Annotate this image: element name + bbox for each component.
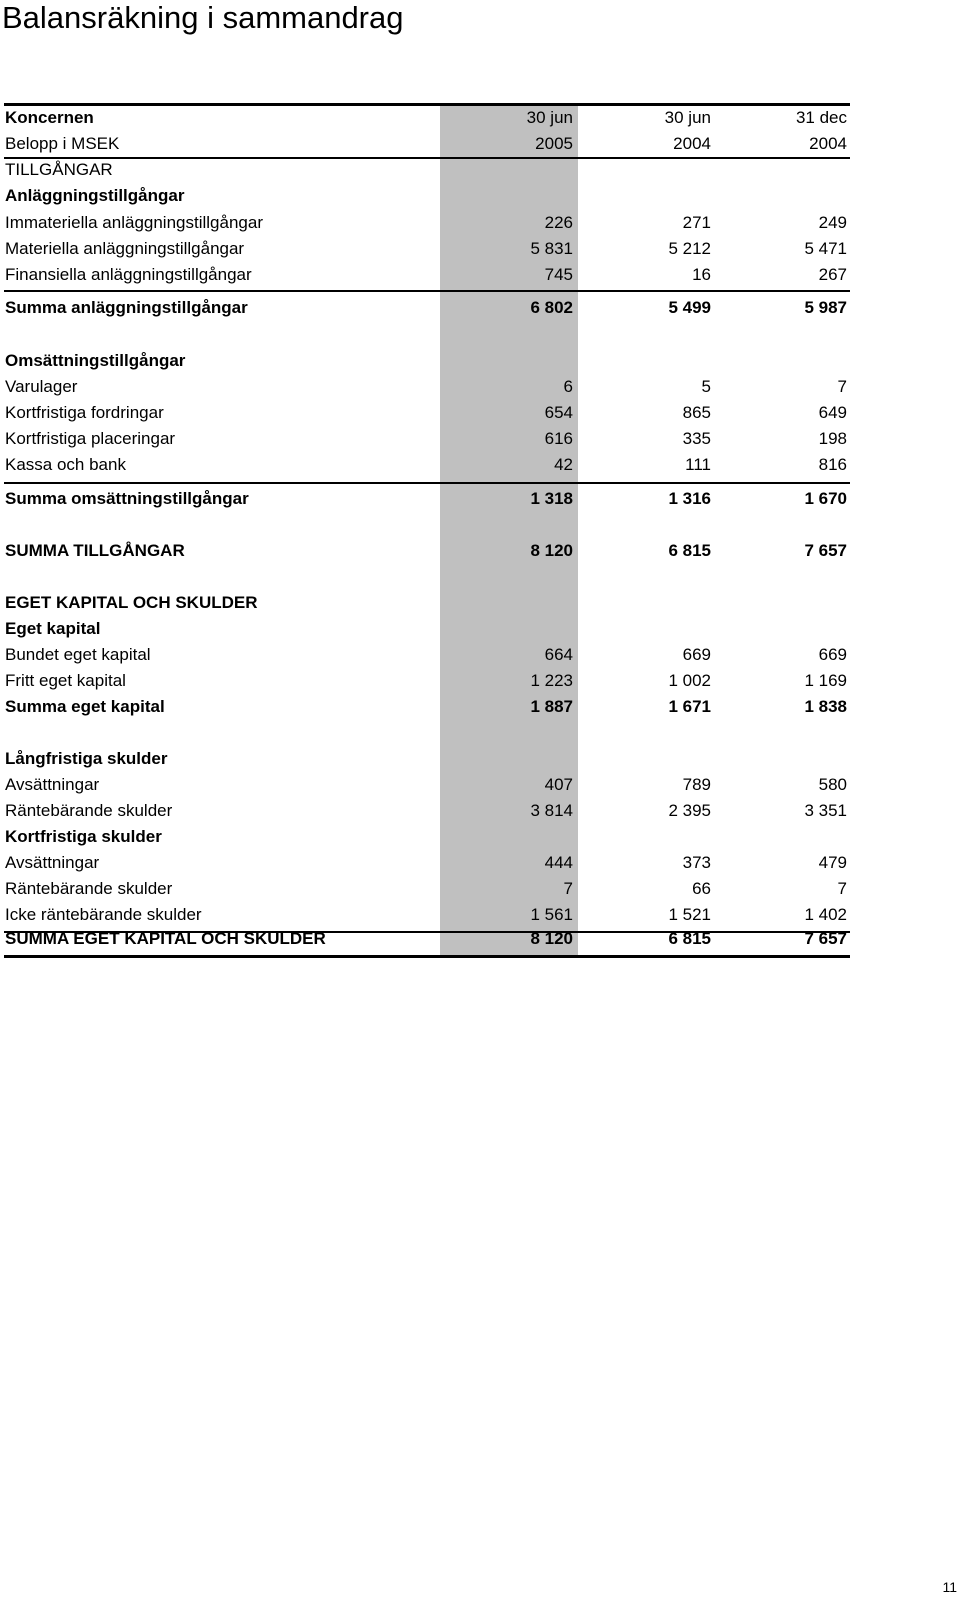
row-value-column-2: 669 <box>682 645 711 664</box>
row-label: Summa omsättningstillgångar <box>5 489 249 508</box>
table-row-anlaggningstillgangar <box>0 183 960 209</box>
table-row-avsattningar <box>0 850 960 876</box>
subtotal-rule-fixed-assets <box>4 290 850 292</box>
table-row-eget-kapital-och-skulder <box>0 590 960 616</box>
row-label: Kortfristiga placeringar <box>5 429 176 448</box>
row-value-column-1: 1 887 <box>530 697 573 716</box>
row-value-column-3: 7 657 <box>804 541 847 560</box>
row-label: Summa eget kapital <box>5 697 165 716</box>
row-value-column-2: 271 <box>682 213 711 232</box>
row-value-column-2: 789 <box>682 775 711 794</box>
row-label: Eget kapital <box>5 619 101 638</box>
row-label: Bundet eget kapital <box>5 645 151 664</box>
column-2-date: 30 jun <box>664 108 711 127</box>
row-label: TILLGÅNGAR <box>5 160 113 179</box>
table-row-omsattningstillgangar <box>0 348 960 374</box>
subtotal-rule-current-assets <box>4 482 850 484</box>
row-value-column-3: 5 471 <box>804 239 847 258</box>
row-value-column-1: 407 <box>544 775 573 794</box>
row-value-column-3: 669 <box>818 645 847 664</box>
row-value-column-2: 2 395 <box>668 801 711 820</box>
row-value-column-3: 267 <box>818 265 847 284</box>
row-label: Avsättningar <box>5 853 100 872</box>
column-3-year: 2004 <box>809 134 847 153</box>
table-row-tillgangar <box>0 157 960 183</box>
row-value-column-1: 8 120 <box>530 541 573 560</box>
table-row-summa-tillgangar <box>0 538 960 564</box>
table-row-rantebarande-skulder <box>0 876 960 902</box>
header-row-years <box>0 131 960 157</box>
column-1-year: 2005 <box>535 134 573 153</box>
table-row-immateriella-anlaggningstillgangar <box>0 210 960 236</box>
table-row-bundet-eget-kapital <box>0 642 960 668</box>
total-rule-bottom <box>4 955 850 958</box>
row-label: SUMMA EGET KAPITAL OCH SKULDER <box>5 929 326 948</box>
row-label: Räntebärande skulder <box>5 879 173 898</box>
table-row-kortfristiga-skulder <box>0 824 960 850</box>
page-title: Balansräkning i sammandrag <box>2 0 404 35</box>
row-value-column-3: 3 351 <box>804 801 847 820</box>
row-value-column-2: 111 <box>685 455 711 474</box>
row-value-column-1: 6 <box>563 377 573 396</box>
row-value-column-3: 7 <box>837 879 847 898</box>
row-value-column-2: 5 499 <box>668 298 711 317</box>
row-value-column-1: 1 318 <box>530 489 573 508</box>
row-value-column-1: 3 814 <box>530 801 573 820</box>
table-row-kassa-och-bank <box>0 452 960 478</box>
row-label: Kortfristiga skulder <box>5 827 162 846</box>
row-value-column-2: 6 815 <box>668 541 711 560</box>
row-label: Materiella anläggningstillgångar <box>5 239 245 258</box>
row-value-column-1: 5 831 <box>530 239 573 258</box>
row-value-column-3: 7 <box>837 377 847 396</box>
row-value-column-2: 335 <box>682 429 711 448</box>
page-number: 11 <box>942 1579 957 1595</box>
table-row-finansiella-anlaggningstillgangar <box>0 262 960 288</box>
row-label: Avsättningar <box>5 775 100 794</box>
row-label: Varulager <box>5 377 78 396</box>
row-label: Fritt eget kapital <box>5 671 126 690</box>
row-value-column-2: 5 212 <box>668 239 711 258</box>
row-label: Anläggningstillgångar <box>5 186 185 205</box>
table-row-avsattningar <box>0 772 960 798</box>
row-label: Omsättningstillgångar <box>5 351 186 370</box>
row-value-column-1: 444 <box>544 853 573 872</box>
column-2-year: 2004 <box>673 134 711 153</box>
row-value-column-2: 16 <box>692 265 711 284</box>
row-value-column-3: 249 <box>818 213 847 232</box>
row-value-column-1: 745 <box>544 265 573 284</box>
header-row-dates <box>0 105 960 131</box>
row-value-column-3: 1 838 <box>804 697 847 716</box>
row-value-column-1: 1 561 <box>530 905 573 924</box>
table-row-fritt-eget-kapital <box>0 668 960 694</box>
row-value-column-2: 6 815 <box>668 929 711 948</box>
row-value-column-1: 6 802 <box>530 298 573 317</box>
table-row-varulager <box>0 374 960 400</box>
table-row-materiella-anlaggningstillgangar <box>0 236 960 262</box>
row-label: Kortfristiga fordringar <box>5 403 164 422</box>
row-value-column-1: 616 <box>544 429 573 448</box>
row-value-column-2: 373 <box>682 853 711 872</box>
row-label: Finansiella anläggningstillgångar <box>5 265 252 284</box>
row-value-column-2: 5 <box>701 377 711 396</box>
row-label: SUMMA TILLGÅNGAR <box>5 541 185 560</box>
row-value-column-1: 42 <box>554 455 573 474</box>
table-row-summa-eget-kapital <box>0 694 960 720</box>
table-row-kortfristiga-fordringar <box>0 400 960 426</box>
table-row-kortfristiga-placeringar <box>0 426 960 452</box>
table-row-rantebarande-skulder <box>0 798 960 824</box>
row-value-column-2: 1 002 <box>668 671 711 690</box>
row-value-column-3: 479 <box>818 853 847 872</box>
row-label: Icke räntebärande skulder <box>5 905 202 924</box>
table-row-langfristiga-skulder <box>0 746 960 772</box>
row-label: Kassa och bank <box>5 455 126 474</box>
table-row-summa-omsattningstillgangar <box>0 486 960 512</box>
row-value-column-3: 649 <box>818 403 847 422</box>
row-value-column-3: 5 987 <box>804 298 847 317</box>
row-value-column-3: 7 657 <box>804 929 847 948</box>
row-value-column-3: 1 402 <box>804 905 847 924</box>
row-value-column-3: 1 169 <box>804 671 847 690</box>
row-value-column-1: 7 <box>563 879 573 898</box>
row-label: Långfristiga skulder <box>5 749 168 768</box>
table-row-summa-anlaggningstillgangar <box>0 295 960 321</box>
row-value-column-2: 865 <box>682 403 711 422</box>
row-label: Summa anläggningstillgångar <box>5 298 248 317</box>
company-label: Koncernen <box>5 108 94 127</box>
row-label: Räntebärande skulder <box>5 801 173 820</box>
row-value-column-3: 816 <box>818 455 847 474</box>
row-value-column-2: 1 316 <box>668 489 711 508</box>
row-value-column-1: 1 223 <box>530 671 573 690</box>
row-value-column-1: 8 120 <box>530 929 573 948</box>
row-label: EGET KAPITAL OCH SKULDER <box>5 593 258 612</box>
unit-label: Belopp i MSEK <box>5 134 120 153</box>
column-1-date: 30 jun <box>526 108 573 127</box>
row-value-column-2: 1 671 <box>668 697 711 716</box>
table-row-icke-rantebarande-skulder <box>0 902 960 928</box>
row-value-column-3: 198 <box>818 429 847 448</box>
row-value-column-1: 226 <box>544 213 573 232</box>
row-value-column-2: 66 <box>692 879 711 898</box>
row-value-column-1: 654 <box>544 403 573 422</box>
row-value-column-3: 1 670 <box>804 489 847 508</box>
table-row-eget-kapital <box>0 616 960 642</box>
row-label: Immateriella anläggningstillgångar <box>5 213 263 232</box>
table-row-summa-eget-kapital-och-skulder <box>0 926 960 952</box>
row-value-column-3: 580 <box>818 775 847 794</box>
row-value-column-1: 664 <box>544 645 573 664</box>
column-3-date: 31 dec <box>795 108 847 127</box>
row-value-column-2: 1 521 <box>668 905 711 924</box>
